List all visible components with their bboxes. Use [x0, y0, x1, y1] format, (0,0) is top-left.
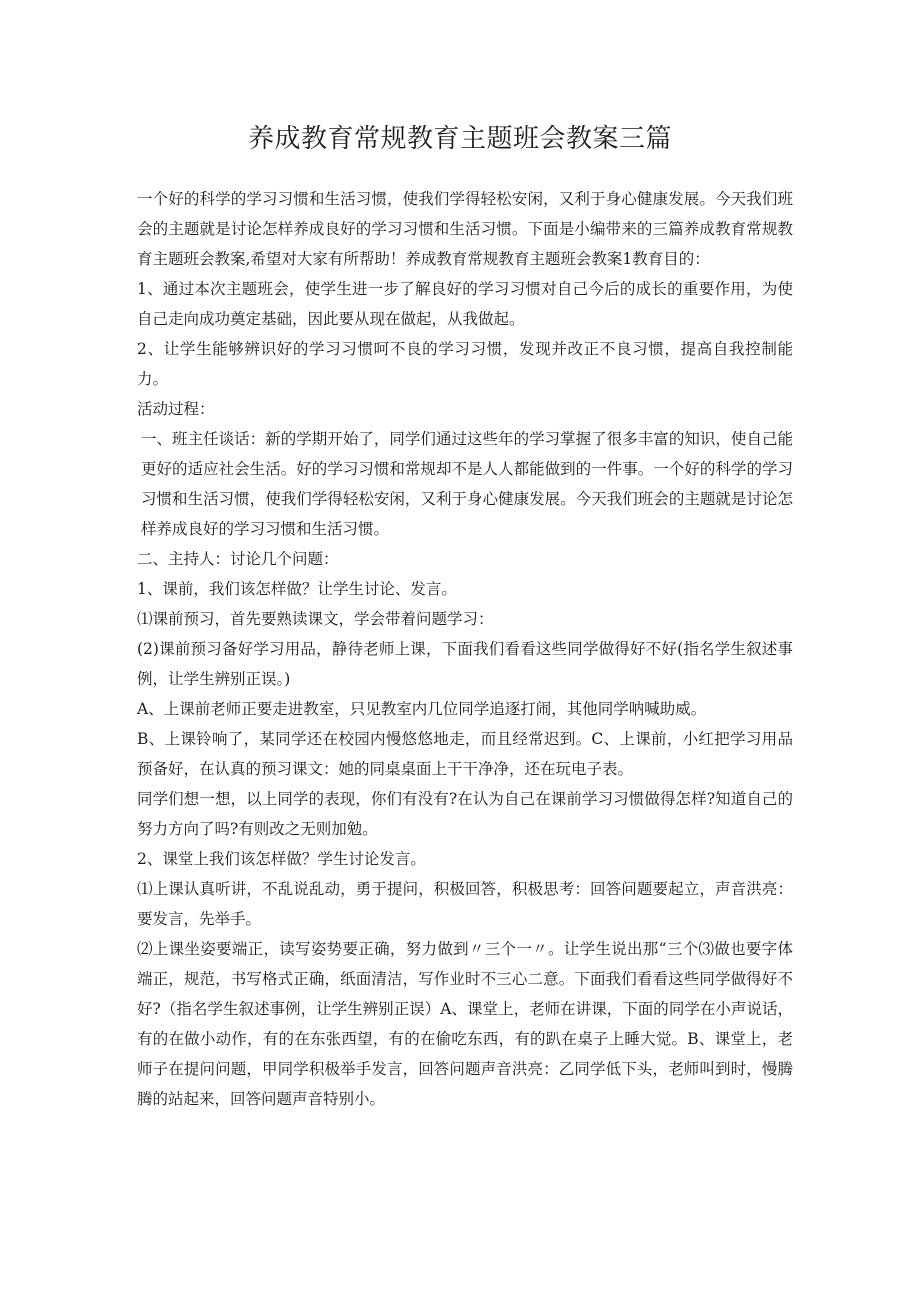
paragraph-host-heading: 二、主持人：讨论几个问题：: [137, 550, 339, 568]
paragraph-preview-2: (2)课前预习备好学习用品，静待老师上课，下面我们看看这些同学做得好不好(指名学生叙述事例，让学生辨别正误。): [137, 640, 793, 688]
document-body: [137, 184, 793, 1114]
paragraph-goal-1: 1、通过本次主题班会，使学生进一步了解良好的学习习惯对自己今后的成长的重要作用，为使自己走向成功奠定基础，因此要从现在做起，从我做起。: [137, 280, 793, 328]
paragraph-case-b-c: B、上课铃响了，某同学还在校园内慢悠悠地走，而且经常迟到。C、上课前，小红把学习用品预备好，在认真的预习课文：她的同桌桌面上干干净净，还在玩电子表。: [137, 730, 793, 778]
paragraph-before-class: 1、课前，我们该怎样做？让学生讨论、发言。: [137, 580, 457, 598]
paragraph-reflection: 同学们想一想，以上同学的表现，你们有没有?在认为自己在课前学习习惯做得怎样?知道自己的努力方向了吗?有则改之无则加勉。: [137, 790, 793, 838]
paragraph-posture: ⑵上课坐姿要端正，读写姿势要正确，努力做到〃三个一〃。让学生说出那“三个⑶做也要字体端正，规范，书写格式正确，纸面清洁，写作业时不三心二意。下面我们看看这些同学做得好不好?（指名学生叙述事例，让学生辨别正误）A、课堂上，老师在讲课，下面的同学在小声说话，有的在做小动作，有的在东张西望，有的在偷吃东西，有的趴在桌子上睡大觉。B、课堂上，老师子在提问问题，甲同学积极举手发言，回答问题声音洪亮：乙同学低下头，老师叫到时，慢腾腾的站起来，回答问题声音特别小。: [137, 940, 793, 1108]
paragraph-process-heading: 活动过程：: [137, 400, 215, 418]
paragraph-case-a: A、上课前老师正要走进教室，只见教室内几位同学追逐打闹，其他同学呐喊助威。: [137, 700, 707, 718]
paragraph-preview-1: ⑴课前预习，首先要熟读课文，学会带着问题学习：: [137, 610, 494, 628]
paragraph-in-class: 2、课堂上我们该怎样做？学生讨论发言。: [137, 850, 426, 868]
paragraph-teacher-talk: 一、班主任谈话：新的学期开始了，同学们通过这些年的学习掌握了很多丰富的知识，使自己能更好的适应社会生活。好的学习习惯和常规却不是人人都能做到的一件事。一个好的科学的学习习惯和生活习惯，使我们学得轻松安闲，又利于身心健康发展。今天我们班会的主题就是讨论怎样养成良好的学习习惯和生活习惯。: [141, 430, 793, 538]
paragraph-goal-2: 2、让学生能够辨识好的学习习惯呵不良的学习习惯，发现并改正不良习惯，提高自我控制能力。: [137, 340, 793, 388]
paragraph-listen: ⑴上课认真听讲，不乱说乱动，勇于提问，积极回答，积极思考：回答问题要起立，声音洪亮：要发言，先举手。: [137, 880, 793, 928]
paragraph-intro: 一个好的科学的学习习惯和生活习惯，使我们学得轻松安闲，又利于身心健康发展。今天我们班会的主题就是讨论怎样养成良好的学习习惯和生活习惯。下面是小编带来的三篇养成教育常规教育主题班会教案,希望对大家有所帮助！养成教育常规教育主题班会教案1教育目的：: [137, 190, 793, 268]
document-title: 养成教育常规教育主题班会教案三篇: [247, 124, 672, 154]
